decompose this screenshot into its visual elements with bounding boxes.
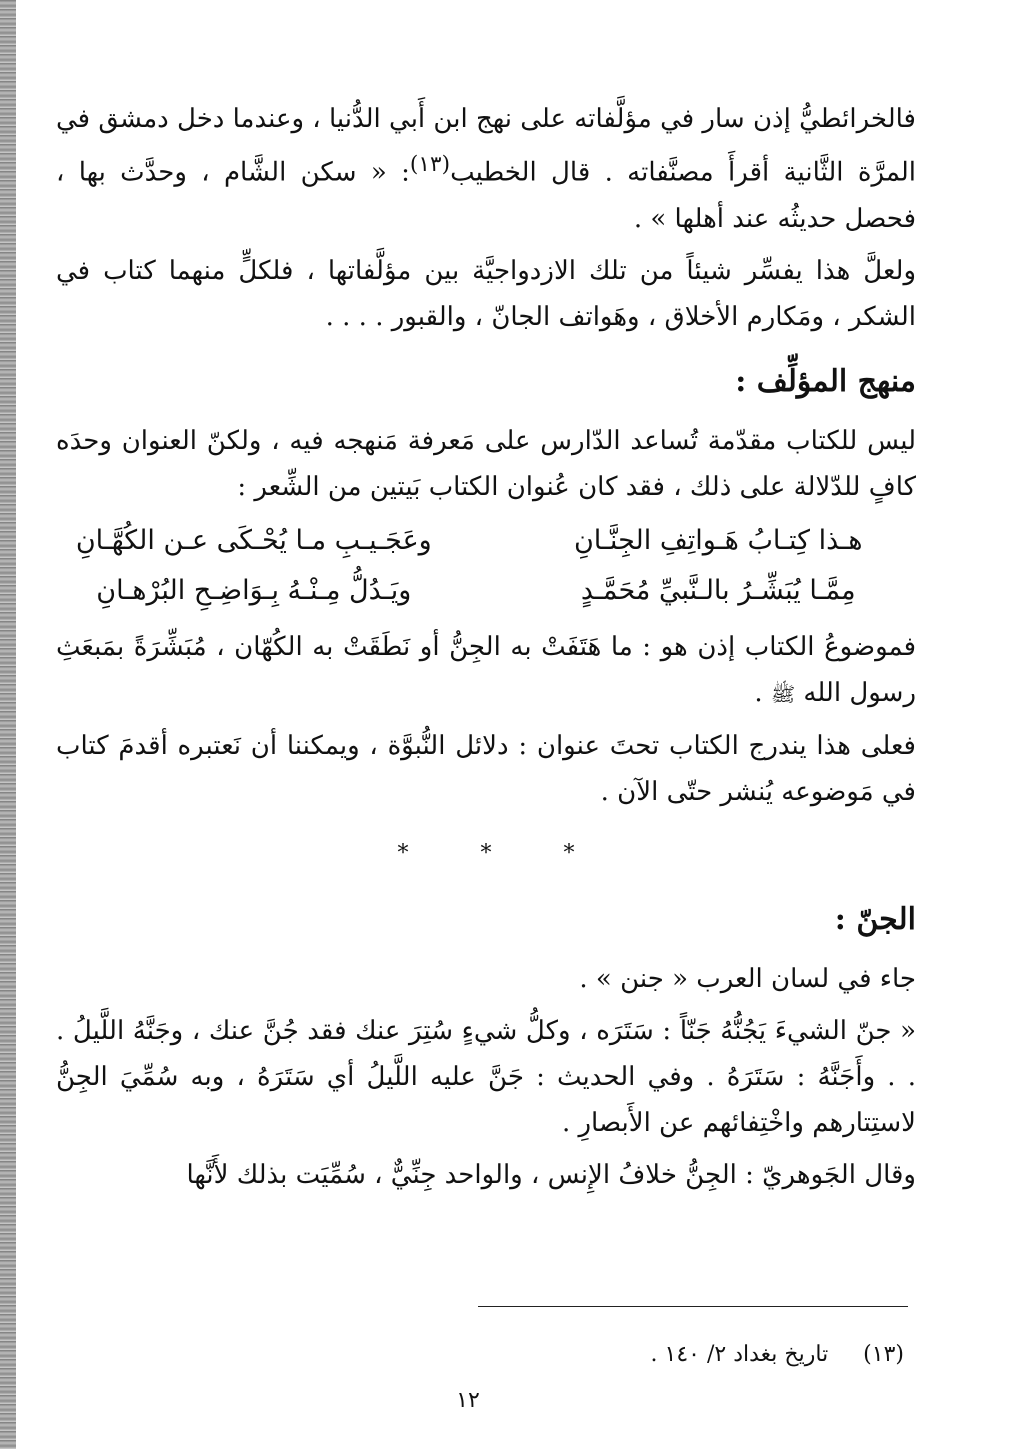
section-separator [56,841,916,866]
paragraph-duplication: ولعلَّ هذا يفسِّر شيئاً من تلك الازدواجيَّة بين مؤلَّفاتها ، فلكلٍّ منهما كتاب في الشكر ، ومَكارم الأخلاق ، وهَواتف الجانّ ، والقبور . . . . [56,255,916,332]
honorific-mark: ﷺ [770,681,796,706]
footnote-reference: (١٣) [409,152,451,177]
paragraph-subject-text: فموضوعُ الكتاب إذن هو : ما هَتَفَتْ به الجِنُّ أو نَطَقَتْ به الكُهّان ، مُبَشِّرَةً بمَبعَثِ رسول الله [56,631,916,708]
verse-2-first-hemistich: مِمَّـا يُبَشِّـرُ بالـنَّبيِّ مُحَمَّـدٍ [580,574,856,606]
poem-verses [56,516,916,616]
paragraph-jinn-jawhari: وقال الجَوهريّ : الجِنُّ خلافُ الإِنس ، والواحد جِنِّيٌّ ، سُمِّيَت بذلك لأَنَّها [186,1159,916,1190]
footnote [651,1342,904,1367]
page-body [56,96,916,1204]
verse-line-2 [56,566,916,616]
separator-star-2: * [480,840,492,866]
scanned-page-edge [0,0,16,1449]
verse-1-second-hemistich: وعَجَـيـبِ مـا يُحْـكَى عـن الكُهَّـانِ [75,524,432,556]
paragraph-intro-end: : « سكن الشَّام ، وحدَّث بها ، فحصل حديثُه عند أهلها » . [56,157,916,234]
footnote-text: تاريخ بغداد ٢/ ١٤٠ . [650,1342,829,1367]
heading-author-method: منهج المؤلِّف : [735,363,916,399]
verse-1-first-hemistich: هـذا كِتـابُ هَـواتِفِ الجِنَّـانِ [573,524,863,556]
paragraph-classification: فعلى هذا يندرج الكتاب تحتَ عنوان : دلائل النُّبوَّة ، ويمكننا أن نَعتبره أقدمَ كتاب في مَوضوعه يُنشر حتّى الآن . [56,730,916,807]
separator-star-1: * [397,840,409,866]
page-number: ١٢ [456,1388,480,1413]
paragraph-jinn-definition: « جنّ الشيءَ يَجُنُّهُ جَنّاً : سَتَرَه ، وكلُّ شيءٍ سُتِرَ عنك فقد جُنَّ عنك ، وجَنَّهُ اللَّيلُ . . . وأَجَنَّهُ : سَتَرَهُ . وفي الحديث : جَنَّ عليه اللَّيلُ أي سَتَرَهُ ، وبه سُمِّيَ الجِنُّ لاستِتارهم واخْتِفائهم عن الأَبصارِ . [56,1015,917,1138]
footnote-number: (١٣) [863,1342,904,1367]
heading-jinn: الجنّ : [834,901,916,937]
paragraph-subject [56,624,916,717]
verse-2-second-hemistich: ويَـدُلُّ مِـنْـهُ بِـوَاضِـحِ البُرْهـانِ [96,574,412,606]
paragraph-method: ليس للكتاب مقدّمة تُساعد الدّارس على مَعرفة مَنهجه فيه ، ولكنّ العنوان وحدَه كافٍ للدّلالة على ذلك ، فقد كان عُنوان الكتاب بَيتين من الشِّعر : [56,425,916,502]
paragraph-intro [56,96,916,242]
separator-star-3: * [563,840,575,866]
verse-line-1 [56,516,916,566]
footnote-divider [478,1306,908,1307]
paragraph-intro-text: فالخرائطيُّ إذن سار في مؤلَّفاته على نهج ابن أَبي الدُّنيا ، وعندما دخل دمشق في المرَّة الثَّانية أقرأَ مصنَّفاته . قال الخطيب [56,104,916,188]
paragraph-subject-end: . [754,677,763,708]
paragraph-jinn-source: جاء في لسان العرب « جنن » . [579,963,916,994]
